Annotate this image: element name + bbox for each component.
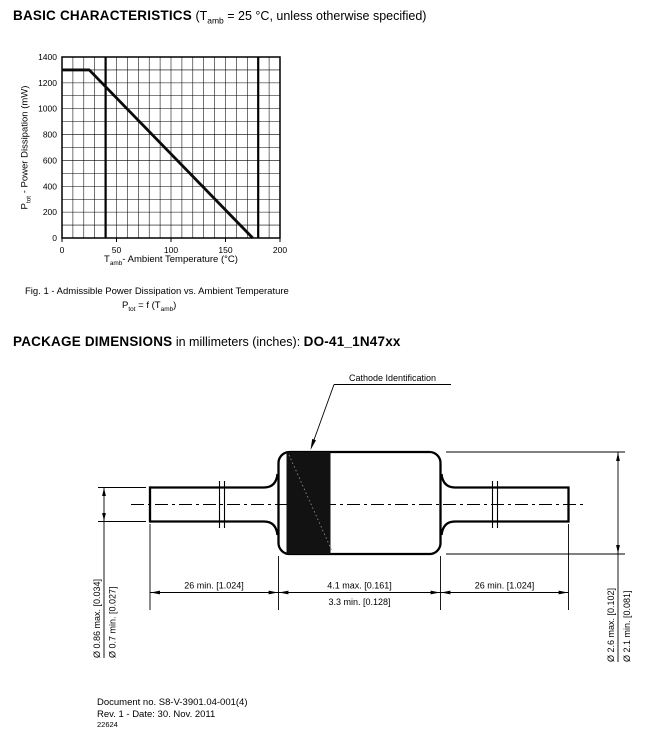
dim-body-min-label: 3.3 min. [0.128] xyxy=(328,597,391,607)
y-tick-label: 800 xyxy=(42,129,57,140)
heading-condition: ($T_{amb} = 25$ °C, unless otherwise specified) xyxy=(191,9,427,26)
y-tick-label: 1200 xyxy=(38,77,57,88)
arrow-up-icon xyxy=(102,488,106,496)
dim-lead-left-label: 26 min. [1.024] xyxy=(184,580,244,591)
y-tick-label: 1400 xyxy=(38,52,57,62)
lead-diameter-min-label: Ø 0.7 min. [0.027] xyxy=(107,586,118,658)
basic-characteristics-heading xyxy=(13,8,426,26)
chart-y-axis-title: $P_{tot}$ - Power Dissipation (mW) xyxy=(19,85,33,210)
heading-basic-characteristics: BASIC CHARACTERISTICS xyxy=(13,8,192,23)
x-tick-label: 0 xyxy=(59,245,65,255)
cathode-band xyxy=(287,450,333,556)
y-tick-label: 1000 xyxy=(38,103,57,114)
y-tick-label: 600 xyxy=(42,155,57,166)
body-diameter-max-label: Ø 2.6 max. [0.102] xyxy=(606,587,616,662)
document-number: Document no. S8-V-3901.04-001(4) xyxy=(97,697,248,708)
package-drawing xyxy=(0,370,654,710)
y-tick-label: 400 xyxy=(42,181,57,192)
x-tick-label: 200 xyxy=(272,245,288,255)
x-tick-label: 150 xyxy=(218,245,233,255)
revision-date: Rev. 1 - Date: 30. Nov. 2011 xyxy=(97,708,216,720)
caption-formula: $P_{tot} = f$ $(T_{amb})$ xyxy=(122,300,177,313)
derating-curve xyxy=(62,70,253,238)
power-derating-plot xyxy=(36,50,312,276)
footer-code: 22624 xyxy=(97,720,118,729)
arrow-down-icon xyxy=(102,513,106,521)
cathode-leader-arrow-icon xyxy=(311,439,317,450)
cathode-identification-label: Cathode Identification xyxy=(348,373,437,383)
lead-diameter-max-label: Ø 0.86 max. [0.034] xyxy=(92,578,102,658)
body-diameter-dimension xyxy=(446,452,625,662)
figure1-chart xyxy=(0,50,340,282)
package-dimensions-heading: PACKAGE DIMENSIONS in millimeters (inches): DO-41_1N47xx xyxy=(13,334,401,349)
package-code: DO-41_1N47xx xyxy=(303,334,401,349)
document-footer xyxy=(97,697,248,729)
dim-body-max-label: 4.1 max. [0.161] xyxy=(327,580,392,591)
chart-x-axis-title: $T_{amb}-$ Ambient Temperature (°C) xyxy=(104,254,238,267)
y-tick-label: 200 xyxy=(42,207,57,218)
body-diameter-min-label: Ø 2.1 min. [0.081] xyxy=(622,590,632,662)
arrow-down-icon xyxy=(616,545,620,554)
y-tick-label: 0 xyxy=(52,233,57,243)
dim-lead-right-label: 26 min. [1.024] xyxy=(474,580,535,591)
cathode-leader-line xyxy=(313,385,335,445)
x-tick-label: 100 xyxy=(163,245,179,255)
arrow-up-icon xyxy=(616,453,620,462)
caption-line1: Fig. 1 - Admissible Power Dissipation vs. Ambient Temperature xyxy=(25,286,289,297)
x-tick-label: 50 xyxy=(111,245,122,255)
